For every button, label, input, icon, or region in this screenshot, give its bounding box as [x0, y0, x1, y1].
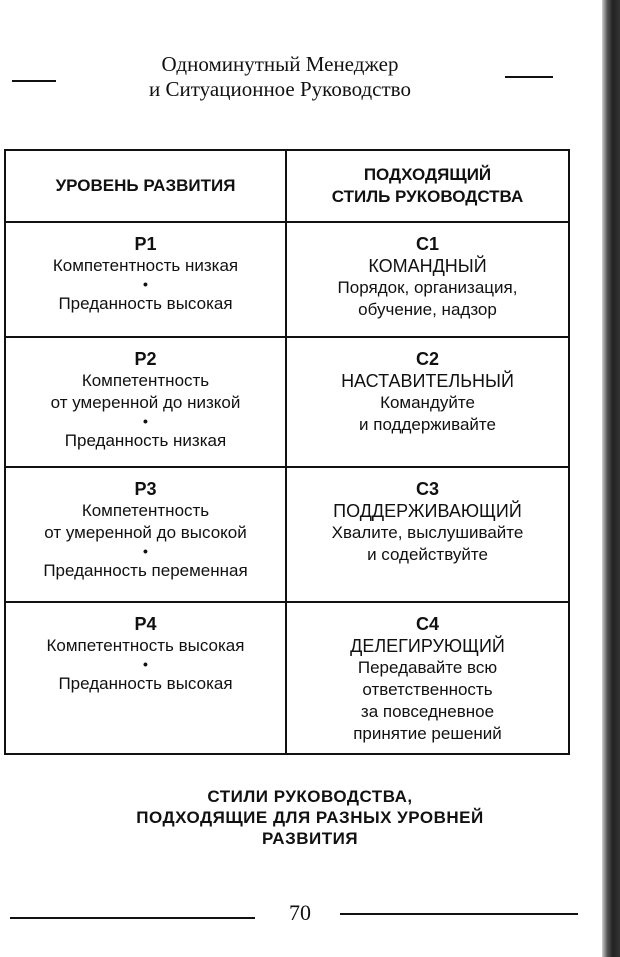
table-row	[5, 602, 569, 754]
level-code: Р3	[134, 479, 157, 499]
header-right-line2: СТИЛЬ РУКОВОДСТВА	[331, 187, 524, 206]
level-commitment: Преданность переменная	[43, 561, 248, 580]
level-cell-p3	[5, 467, 286, 602]
caption-line3: РАЗВИТИЯ	[261, 829, 359, 848]
table-row	[5, 337, 569, 467]
level-commitment: Преданность высокая	[58, 674, 233, 693]
style-description: Хвалите, выслушивайте	[331, 523, 524, 542]
style-cell-c3	[286, 467, 569, 602]
style-cell-c1	[286, 222, 569, 337]
style-code: С3	[415, 479, 439, 499]
table-row	[5, 222, 569, 337]
level-cell-p1	[5, 222, 286, 337]
style-code: С2	[415, 349, 439, 369]
level-cell-p2	[5, 337, 286, 467]
style-cell-c2	[286, 337, 569, 467]
level-competence: Компетентность	[81, 371, 210, 390]
header-rule-right	[505, 76, 553, 78]
header-rule-left	[12, 80, 56, 82]
bullet-separator: •	[143, 413, 148, 429]
level-competence: Компетентность	[81, 501, 210, 520]
style-description: и содействуйте	[367, 545, 488, 564]
running-header-line2: и Ситуационное Руководство	[149, 77, 411, 101]
level-cell-p4	[5, 602, 286, 754]
bullet-separator: •	[143, 656, 148, 672]
style-description: принятие решений	[353, 724, 502, 743]
header-development-level	[5, 150, 286, 222]
style-name: ПОДДЕРЖИВАЮЩИЙ	[333, 501, 522, 521]
level-competence: от умеренной до низкой	[50, 393, 241, 412]
page-number: 70	[289, 900, 311, 925]
style-description: и поддерживайте	[359, 415, 496, 434]
style-description: за повседневное	[360, 702, 495, 721]
style-name: КОМАНДНЫЙ	[368, 256, 487, 276]
footer-rule-left	[10, 917, 255, 919]
caption-line1: СТИЛИ РУКОВОДСТВА,	[207, 787, 413, 806]
header-right-line1: ПОДХОДЯЩИЙ	[363, 165, 492, 184]
bullet-separator: •	[143, 276, 148, 292]
style-code: С1	[415, 234, 439, 254]
bullet-separator: •	[143, 543, 148, 559]
level-commitment: Преданность высокая	[58, 294, 233, 313]
running-header-line1: Одноминутный Менеджер	[161, 52, 399, 76]
style-name: НАСТАВИТЕЛЬНЫЙ	[341, 371, 514, 391]
header-leadership-style	[286, 150, 569, 222]
leadership-styles-table	[4, 149, 570, 755]
level-code: Р1	[134, 234, 157, 254]
table-row	[5, 467, 569, 602]
running-header	[110, 52, 450, 102]
page-edge-shadow	[602, 0, 620, 957]
level-competence: от умеренной до высокой	[44, 523, 247, 542]
style-code: С4	[415, 614, 439, 634]
footer-rule-right	[340, 913, 578, 915]
style-description: ответственность	[362, 680, 493, 699]
level-code: Р2	[134, 349, 157, 369]
header-left-label: УРОВЕНЬ РАЗВИТИЯ	[55, 176, 236, 195]
style-cell-c4	[286, 602, 569, 754]
style-description: Командуйте	[380, 393, 475, 412]
level-code: Р4	[134, 614, 157, 634]
style-description: обучение, надзор	[358, 300, 497, 319]
style-name: ДЕЛЕГИРУЮЩИЙ	[350, 636, 505, 656]
level-competence: Компетентность низкая	[52, 256, 239, 275]
style-description: Передавайте всю	[357, 658, 498, 677]
table-caption	[60, 786, 560, 849]
level-commitment: Преданность низкая	[64, 431, 227, 450]
style-description: Порядок, организация,	[337, 278, 518, 297]
caption-line2: ПОДХОДЯЩИЕ ДЛЯ РАЗНЫХ УРОВНЕЙ	[136, 808, 484, 827]
level-competence: Компетентность высокая	[46, 636, 245, 655]
